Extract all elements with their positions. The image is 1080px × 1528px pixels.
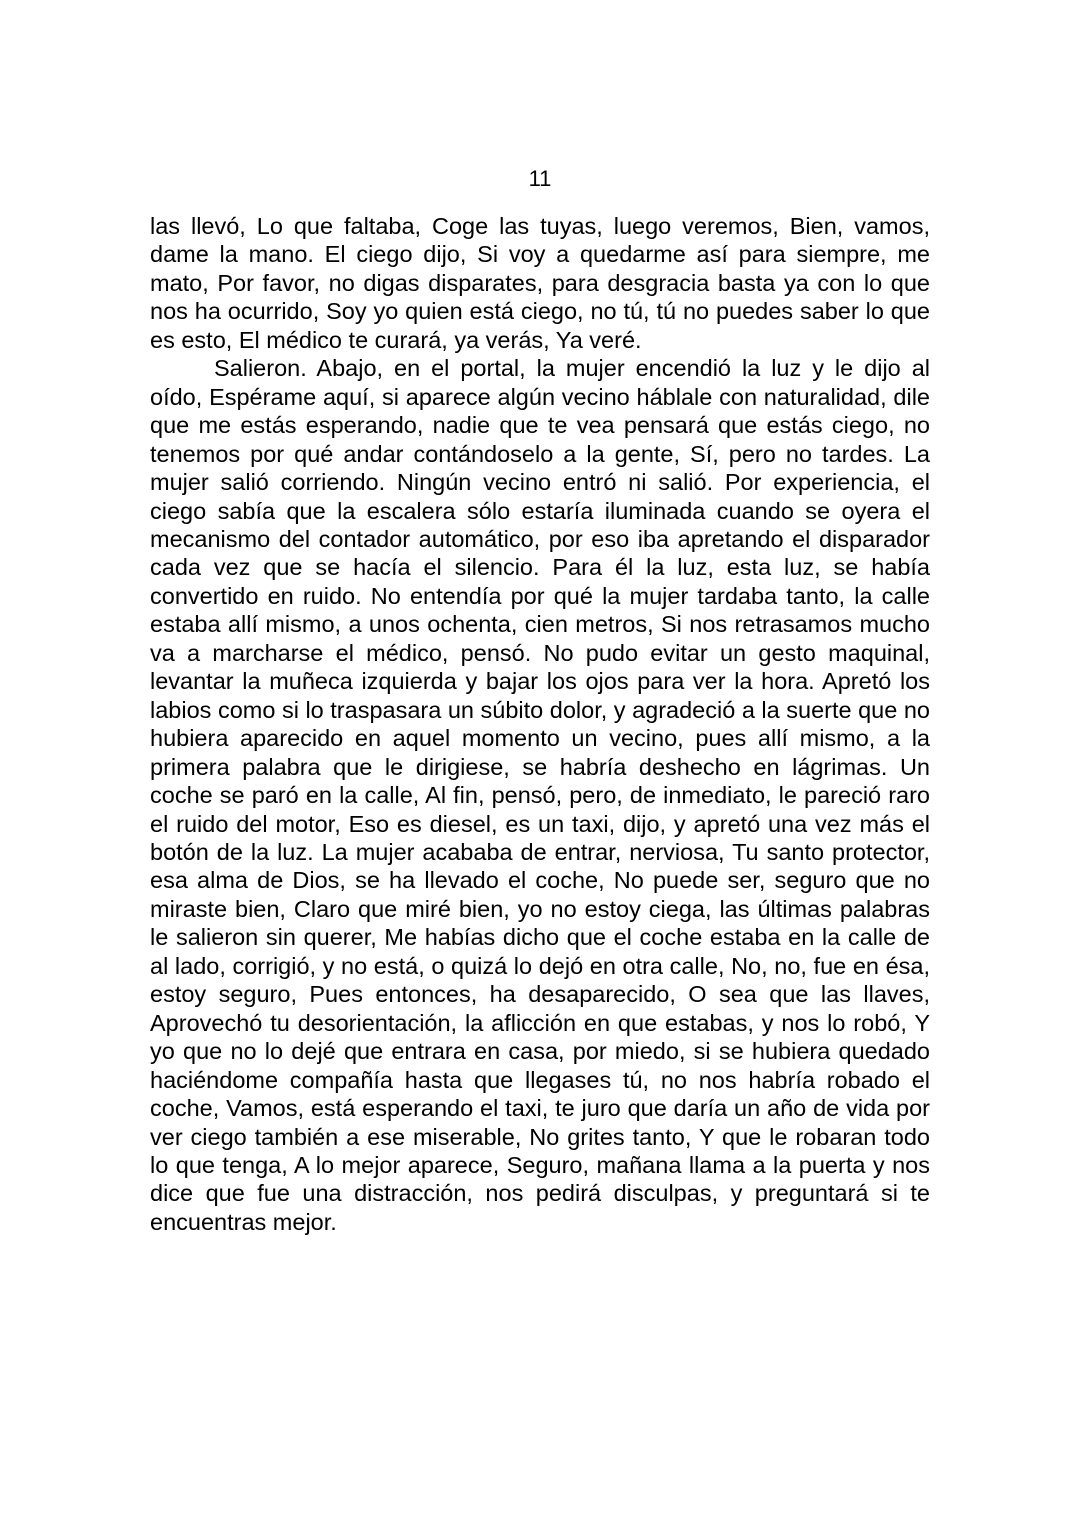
paragraph: las llevó, Lo que faltaba, Coge las tuyas, luego veremos, Bien, vamos, dame la mano. El ciego dijo, Si voy a quedarme así para siempre, me mato, Por favor, no digas disparates, para desgracia basta ya con lo que nos ha ocurrido, Soy yo quien está ciego, no tú, tú no puedes saber lo que es esto, El médico te curará, ya verás, Ya veré. xyxy=(150,213,930,353)
paragraph: Salieron. Abajo, en el portal, la mujer encendió la luz y le dijo al oído, Espérame aquí, si aparece algún vecino háblale con naturalidad, dile que me estás esperando, nadie que te vea pensará que estás ciego, no tenemos por qué andar contándoselo a la gente, Sí, pero no tardes. La mujer salió corriendo. Ningún vecino entró ni salió. Por experiencia, el ciego sabía que la escalera sólo estaría iluminada cuando se oyera el mecanismo del contador automático, por eso iba apretando el disparador cada vez que se hacía el silencio. Para él la luz, esta luz, se había convertido en ruido. No entendía por qué la mujer tardaba tanto, la calle estaba allí mismo, a unos ochenta, cien metros, Si nos retrasamos mucho va a marcharse el médico, pensó. No pudo evitar un gesto maquinal, levantar la muñeca izquierda y bajar los ojos para ver la hora. Apretó los labios como si lo traspasara un súbito dolor, y agradeció a la suerte que no hubiera aparecido en aquel momento un vecino, pues allí mismo, a la primera palabra que le dirigiese, se habría deshecho en lágrimas. Un coche se paró en la calle, Al fin, pensó, pero, de inmediato, le pareció raro el ruido del motor, Eso es diesel, es un taxi, dijo, y apretó una vez más el botón de la luz. La mujer acababa de entrar, nerviosa, Tu santo protector, esa alma de Dios, se ha llevado el coche, No puede ser, seguro que no miraste bien, Claro que miré bien, yo no estoy ciega, las últimas palabras le salieron sin querer, Me habías dicho que el coche estaba en la calle de al lado, corrigió, y no está, o quizá lo dejó en otra calle, No, no, fue en ésa, estoy seguro, Pues entonces, ha desaparecido, O sea que las llaves, Aprovechó tu desorientación, la aflicción en que estabas, y nos lo robó, Y yo que no lo dejé que entrara en casa, por miedo, si se hubiera quedado haciéndome compañía hasta que llegases tú, no nos habría robado el coche, Vamos, está esperando el taxi, te juro que daría un año de vida por ver ciego también a ese miserable, No grites tanto, Y que le robaran todo lo que tenga, A lo mejor aparece, Seguro, mañana llama a la puerta y nos dice que fue una distracción, nos pedirá disculpas, y preguntará si te encuentras mejor. xyxy=(150,355,930,1235)
body-text xyxy=(150,212,930,1236)
page-number: 11 xyxy=(528,166,552,191)
